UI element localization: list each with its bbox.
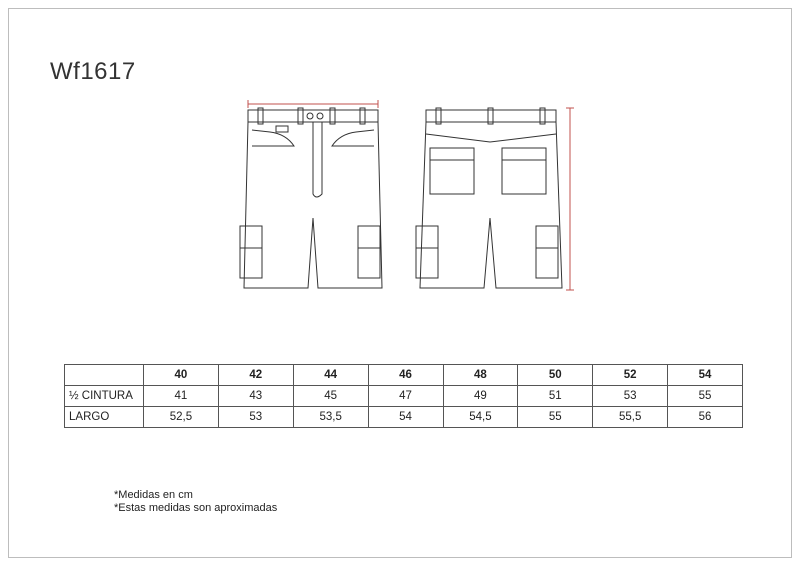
note-line: *Medidas en cm: [114, 489, 193, 501]
table-cell: 54: [368, 407, 443, 428]
table-cell: 52,5: [144, 407, 219, 428]
size-header: 42: [218, 365, 293, 386]
table-cell: 53: [218, 407, 293, 428]
size-header: 48: [443, 365, 518, 386]
table-cell: 55,5: [593, 407, 668, 428]
size-header: 44: [293, 365, 368, 386]
table-cell: 55: [518, 407, 593, 428]
table-cell: 54,5: [443, 407, 518, 428]
shorts-back-view: [416, 108, 562, 288]
size-header: 52: [593, 365, 668, 386]
table-cell: 47: [368, 386, 443, 407]
size-header-row: [65, 365, 743, 386]
size-chart-table: [64, 364, 743, 428]
table-cell: 51: [518, 386, 593, 407]
length-measure-line: [566, 108, 574, 290]
table-cell: 45: [293, 386, 368, 407]
table-cell: 56: [668, 407, 743, 428]
row-label: LARGO: [65, 407, 144, 428]
header-corner: [65, 365, 144, 386]
table-row: [65, 407, 743, 428]
shorts-front-view: [240, 100, 382, 288]
table-cell: 53,5: [293, 407, 368, 428]
table-cell: 55: [668, 386, 743, 407]
size-header: 46: [368, 365, 443, 386]
row-label: ½ CINTURA: [65, 386, 144, 407]
table-cell: 49: [443, 386, 518, 407]
product-code-title: Wf1617: [50, 58, 136, 85]
table-cell: 41: [144, 386, 219, 407]
table-cell: 53: [593, 386, 668, 407]
table-row: [65, 386, 743, 407]
measurement-notes: [114, 489, 277, 515]
size-header: 40: [144, 365, 219, 386]
table-cell: 43: [218, 386, 293, 407]
size-header: 54: [668, 365, 743, 386]
note-line: *Estas medidas son aproximadas: [114, 502, 278, 514]
size-header: 50: [518, 365, 593, 386]
garment-technical-drawings: [230, 98, 590, 320]
